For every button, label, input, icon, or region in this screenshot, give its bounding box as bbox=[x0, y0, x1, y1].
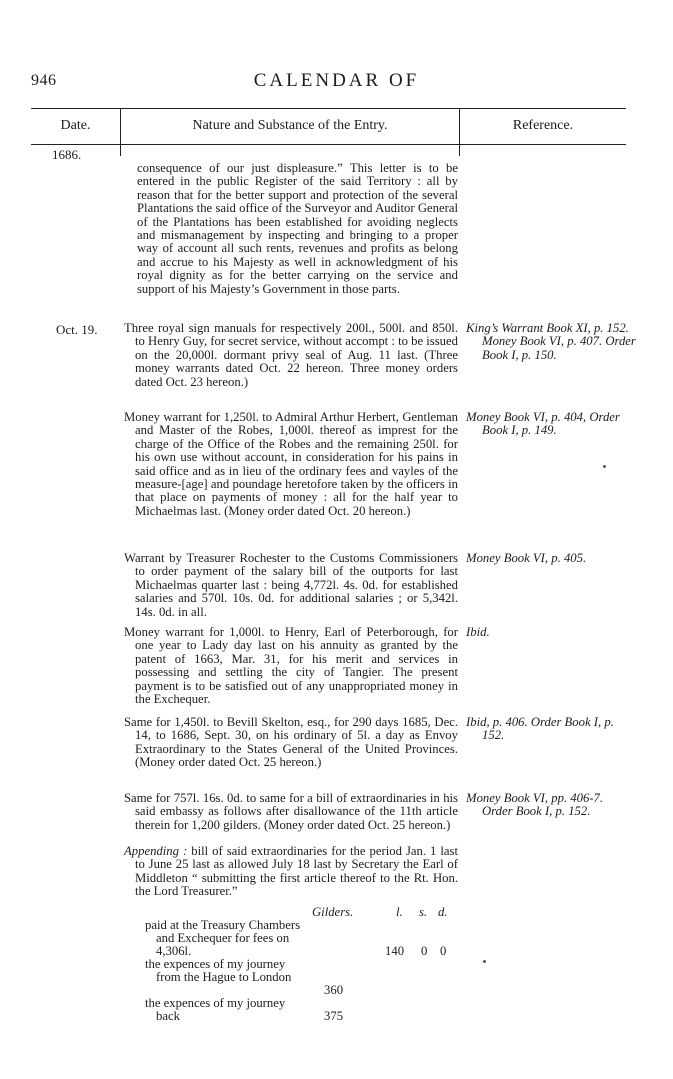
account-row: the expences of my journey from the Hague to London bbox=[145, 957, 292, 984]
entry-text: Same for 757l. 16s. 0d. to same for a bill of extraordinaries in his said embassy as follows after disallowance of the 11th article therein for 1,200 gilders. (Money order dated Oct. 25 hereon.) bbox=[124, 791, 458, 832]
entry-text: Three royal sign manuals for respectively 200l., 500l. and 850l. to Henry Guy, for secret service, without accompt : to be issued on the 20,000l. dormant privy seal of Aug. 11 last. (Three money warrants dated Oct. 22 hereon. Three money orders dated Oct. 23 hereon.) bbox=[124, 321, 458, 389]
entry-date: Oct. 19. bbox=[56, 322, 98, 337]
column-header-date: Date. bbox=[60, 118, 91, 133]
running-title: CALENDAR OF bbox=[253, 70, 420, 91]
account-row: the expences of my journey back bbox=[145, 996, 286, 1023]
entry-text: Money warrant for 1,000l. to Henry, Earl of Peterborough, for one year to Lady day last on his annuity as granted by the patent of 1663, Mar. 31, for his merit and services in possessing and settling the city of Tangier. The present payment is to be satisfied out of any unappropriated money in the Exchequer. bbox=[124, 625, 458, 707]
entry-reference: Money Book VI, p. 405. bbox=[466, 551, 587, 565]
account-row-l: 140 bbox=[385, 944, 405, 958]
entry-text: consequence of our just displeasure.” This letter is to be entered in the public Register of the said Territory : all by reason that for the better support and protection of the several Plantations the said office of the Surveyor and Auditor General of the Plantations has been established for avoiding neglects and mismanagement by inspecting and bringing to a proper way of account all such rents, revenues and profits as belong and accrue to his Majesty as well in acknowledgment of his royal dignity as for the better carrying on the service and support of his Majesty’s Government in those parts. bbox=[137, 161, 458, 296]
account-row: paid at the Treasury Chambers and Exchequer for fees on 4,306l. bbox=[145, 918, 301, 958]
account-header-gilders: Gilders. bbox=[312, 905, 354, 919]
column-header-reference: Reference. bbox=[512, 118, 574, 133]
account-header-l: l. bbox=[396, 905, 403, 919]
ink-speck bbox=[603, 465, 606, 468]
account-row-s: 0 bbox=[421, 944, 428, 958]
entry-reference: King’s Warrant Book XI, p. 152. Money Book VI, p. 407. Order Book I, p. 150. bbox=[466, 321, 636, 362]
account-row-d: 0 bbox=[440, 944, 447, 958]
entry-reference: Ibid, p. 406. Order Book I, p. 152. bbox=[466, 715, 614, 743]
account-row-gilders: 360 bbox=[324, 983, 344, 997]
account-row-gilders: 375 bbox=[324, 1009, 344, 1023]
page-number: 946 bbox=[31, 72, 57, 89]
entry-reference: Money Book VI, pp. 406-7. Order Book I, p. 152. bbox=[466, 791, 604, 819]
ink-speck bbox=[483, 960, 486, 963]
year-label: 1686. bbox=[52, 147, 82, 162]
entry-reference: Money Book VI, p. 404, Order Book I, p. 149. bbox=[466, 410, 620, 438]
entry-text: Same for 1,450l. to Bevill Skelton, esq., for 290 days 1685, Dec. 14, to 1686, Sept. 30, on his ordinary of 5l. a day as Envoy Extraordinary to the States General of the United Provinces. (Money order dated Oct. 25 hereon.) bbox=[124, 715, 458, 770]
account-header-s: s. bbox=[419, 905, 428, 919]
appending-text: Appending : bill of said extraordinaries for the period Jan. 1 last to June 25 last as allowed July 18 last by Secretary the Earl of Middleton “ submitting the first article thereof to the Rt. Hon. the Lord Treasurer.” bbox=[124, 844, 458, 899]
column-header-nature: Nature and Substance of the Entry. bbox=[192, 118, 388, 133]
account-header-d: d. bbox=[438, 905, 448, 919]
appending-label: Appending : bbox=[124, 844, 188, 858]
entry-reference: Ibid. bbox=[466, 625, 490, 639]
entry-text: Money warrant for 1,250l. to Admiral Arthur Herbert, Gentleman and Master of the Robes, 1,000l. thereof as imprest for the charge of the Office of the Robes and the remaining 250l. for his own use without account, in consideration for his pains in said office and as in lieu of the ordinary fees and vayles of the measure-[age] and poundage heretofore taken by the officers in that place on payments of money : all for the half year to Michaelmas last. (Money order dated Oct. 20 hereon.) bbox=[124, 410, 458, 518]
entry-text: Warrant by Treasurer Rochester to the Customs Commissioners to order payment of the salary bill of the outports for last Michaelmas quarter last : being 4,772l. 4s. 0d. for established salaries and 570l. 10s. 0d. for additional salaries ; or 5,342l. 14s. 0d. in all. bbox=[124, 551, 458, 619]
